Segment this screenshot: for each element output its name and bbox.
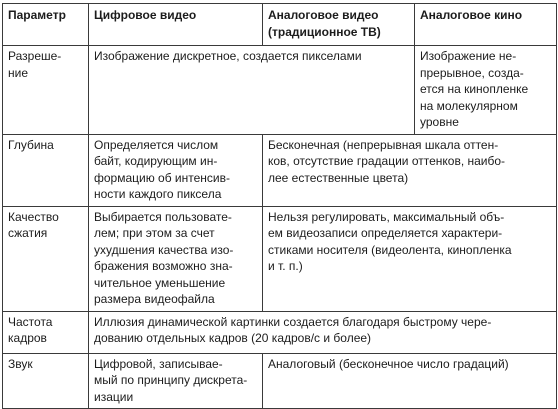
header-digital-video: Цифровое видео [89, 4, 263, 46]
header-analog-video: Аналоговое видео (традиционное ТВ) [263, 4, 415, 46]
param-cell-resolution: Разреше- ние [3, 46, 89, 135]
resolution-analog-film: Изображение не- прерывное, созда- ется на кинопленке на молекулярном уровне [415, 46, 557, 135]
table-row-sound [3, 353, 557, 409]
depth-digital: Определяется числом байт, кодирующим ин- формацию об интенсив- ности каждого пиксела [89, 134, 263, 206]
param-cell-depth: Глубина [3, 134, 89, 206]
table-row-compression [3, 206, 557, 311]
compression-analog: Нельзя регулировать, максимальный объ- ем видеозаписи определяется характери- стиками носителя (видеолента, кинопленка и т. п.) [263, 206, 557, 311]
header-analog-film: Аналоговое кино [415, 4, 557, 46]
compression-digital: Выбирается пользовате- лем; при этом за счет ухудшения качества изо- бражения возможно зна- чительное уменьшение размера видеофайла [89, 206, 263, 311]
param-cell-sound: Звук [3, 353, 89, 409]
comparison-table [2, 3, 557, 409]
table-row-frame-rate [3, 311, 557, 353]
table-header-row [3, 4, 557, 46]
sound-digital: Цифровой, записывае- мый по принципу дискрета- изации [89, 353, 263, 409]
sound-analog: Аналоговый (бесконечное число градаций) [263, 353, 557, 409]
param-cell-frame-rate: Частота кадров [3, 311, 89, 353]
param-cell-compression: Качество сжатия [3, 206, 89, 311]
table-row-depth [3, 134, 557, 206]
depth-analog: Бесконечная (непрерывная шкала оттен- ков, отсутствие градации оттенков, наибо- лее естественные цвета) [263, 134, 557, 206]
resolution-digital-analog-video: Изображение дискретное, создается пикселами [89, 46, 415, 135]
table-row-resolution [3, 46, 557, 135]
header-param: Параметр [3, 4, 89, 46]
frame-rate-all: Иллюзия динамической картинки создается благодаря быстрому чере- дованию отдельных кадров (20 кадров/с и более) [89, 311, 557, 353]
